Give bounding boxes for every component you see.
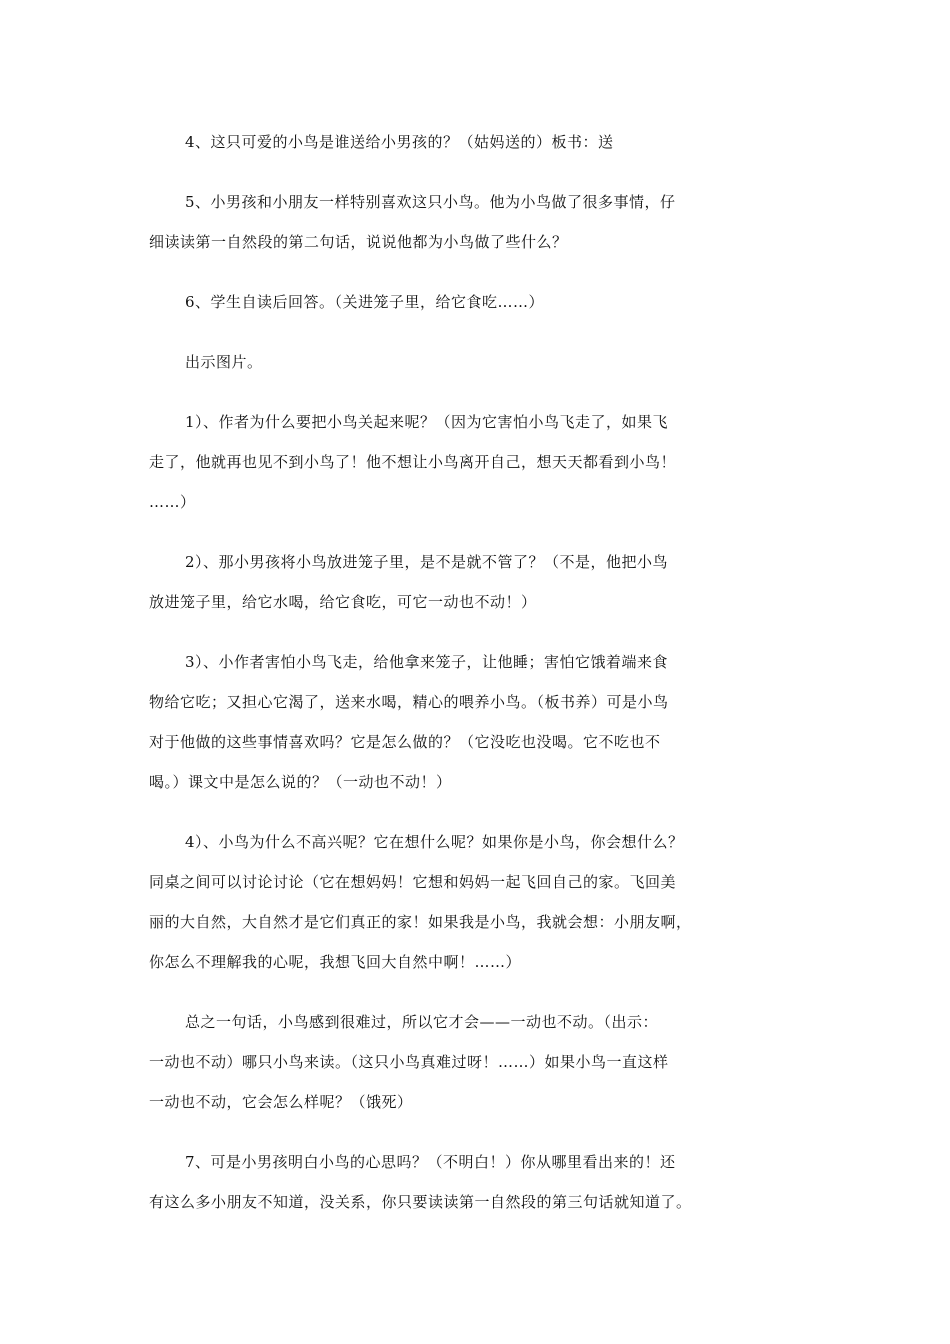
paragraph-5 <box>113 182 713 262</box>
paragraph-7 <box>113 1142 713 1222</box>
text-line: 4、这只可爱的小鸟是谁送给小男孩的？（姑妈送的）板书：送 <box>185 133 614 151</box>
text-line: 7、可是小男孩明白小鸟的心思吗？（不明白！）你从哪里看出来的！还 <box>185 1153 676 1171</box>
paragraph-summary <box>113 1002 713 1122</box>
text-line: 喝。）课文中是怎么说的？（一动也不动！） <box>149 773 452 791</box>
text-line: 1）、作者为什么要把小鸟关起来呢？（因为它害怕小鸟飞走了，如果飞 <box>185 413 669 431</box>
text-line: 物给它吃；又担心它渴了，送来水喝，精心的喂养小鸟。（板书养）可是小鸟 <box>149 693 669 711</box>
text-line: 3）、小作者害怕小鸟飞走，给他拿来笼子，让他睡；害怕它饿着端来食 <box>185 653 669 671</box>
text-line: 5、小男孩和小朋友一样特别喜欢这只小鸟。他为小鸟做了很多事情，仔 <box>185 193 676 211</box>
paragraph-q3 <box>113 642 713 802</box>
text-line: 丽的大自然，大自然才是它们真正的家！如果我是小鸟，我就会想：小朋友啊， <box>149 913 692 931</box>
text-line: ……） <box>149 493 196 511</box>
text-line: 走了，他就再也见不到小鸟了！他不想让小鸟离开自己，想天天都看到小鸟！ <box>149 453 677 471</box>
text-line: 2）、那小男孩将小鸟放进笼子里，是不是就不管了？（不是，他把小鸟 <box>185 553 669 571</box>
paragraph-6 <box>113 282 713 322</box>
text-line: 有这么多小朋友不知道，没关系，你只要读读第一自然段的第三句话就知道了。 <box>149 1193 692 1211</box>
text-line: 对于他做的这些事情喜欢吗？它是怎么做的？（它没吃也没喝。它不吃也不 <box>149 733 661 751</box>
document-body <box>113 122 713 1242</box>
text-line: 出示图片。 <box>185 353 263 371</box>
text-line: 同桌之间可以讨论讨论（它在想妈妈！它想和妈妈一起飞回自己的家。飞回美 <box>149 873 677 891</box>
paragraph-q1 <box>113 402 713 522</box>
paragraph-q4 <box>113 822 713 982</box>
text-line: 6、学生自读后回答。（关进笼子里，给它食吃……） <box>185 293 545 311</box>
text-line: 总之一句话，小鸟感到很难过，所以它才会——一动也不动。（出示： <box>185 1013 659 1031</box>
text-line: 一动也不动）哪只小鸟来读。（这只小鸟真难过呀！……）如果小鸟一直这样 <box>149 1053 669 1071</box>
text-line: 细读读第一自然段的第二句话，说说他都为小鸟做了些什么？ <box>149 233 568 251</box>
text-line: 放进笼子里，给它水喝，给它食吃，可它一动也不动！） <box>149 593 537 611</box>
paragraph-q2 <box>113 542 713 622</box>
text-line: 一动也不动，它会怎么样呢？（饿死） <box>149 1093 413 1111</box>
paragraph-show-picture <box>113 342 713 382</box>
text-line: 你怎么不理解我的心呢，我想飞回大自然中啊！……） <box>149 953 522 971</box>
paragraph-4 <box>113 122 713 162</box>
text-line: 4）、小鸟为什么不高兴呢？它在想什么呢？如果你是小鸟，你会想什么？ <box>185 833 684 851</box>
